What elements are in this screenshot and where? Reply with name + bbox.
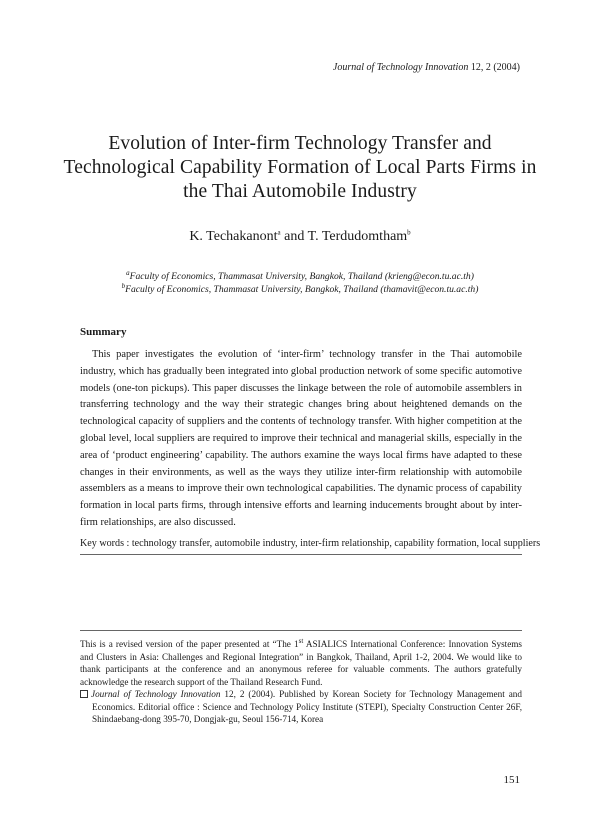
footnote-divider	[80, 630, 522, 631]
keywords	[80, 538, 541, 549]
affiliation-text: Faculty of Economics, Thammasat University, Bangkok, Thailand (thamavit@econ.tu.ac.th)	[125, 283, 479, 295]
keywords-text: technology transfer, automobile industry, inter-firm relationship, capability formation, local suppliers	[131, 538, 541, 549]
author-mark: a	[277, 228, 281, 237]
affiliation-mark: b	[121, 281, 126, 290]
publication-journal: Journal of Technology Innovation	[91, 689, 221, 699]
ordinal-suffix: st	[298, 636, 304, 645]
keywords-label: Key words :	[80, 538, 130, 549]
summary-text: This paper investigates the evolution of ‘inter-firm’ technology transfer in the Thai automobile industry, which has gradually been integrated into global production network of some specific automotive models (one-ton pickups). This paper discusses the linkage between the role of automobile assemblers in transferring technology and the way their strategic changes bring about heightened demands on the technological capacity of suppliers and the contents of technology transfer. With higher competition at the global level, local suppliers are required to improve their technical and managerial skills, especially in the area of ‘product engineering’ capability. The authors examine the ways local firms have adapted to these changes in their environments, as well as the ways they utilize inter-firm relationship with automobile assemblers as a means to improve their own technological capabilities. The dynamic process of capability formation in local parts firms, through intensive efforts and learning inducements brought about by inter-firm relationships, are also discussed.	[80, 349, 522, 528]
revision-footnote	[80, 638, 522, 688]
author-line	[60, 229, 540, 245]
keywords-divider	[80, 554, 522, 555]
running-header-journal: Journal of Technology Innovation	[332, 62, 469, 73]
affiliation-text: Faculty of Economics, Thammasat University, Bangkok, Thailand (krieng@econ.tu.ac.th)	[129, 271, 474, 282]
revision-text-start: This is a revised version of the paper presented at “The 1	[80, 639, 299, 649]
publication-footnote	[80, 688, 522, 726]
revision-text-end: ASIALICS International Conference: Innovation Systems and Clusters in Asia: Challenges and Regional Integration” in Bangkok, Thailand, April 1-2, 2004. We would like to thank participants at the conference and an anonymous referee for valuable comments. The authors gratefully acknowledge the research support of the Thailand Research Fund.	[80, 639, 523, 687]
affiliation	[60, 281, 540, 297]
affiliation	[60, 268, 540, 284]
paper-title: Evolution of Inter-firm Technology Transfer and Technological Capability Formation of Local Parts Firms in the Thai Automobile Industry	[63, 133, 537, 202]
publication-text: 12, 2 (2004). Published by Korean Society for Technology Management and Economics. Editorial office : Science and Technology Policy Institute (STEPI), Specialty Construction Center 26F, Shindaebang-dong 395-70, Dongjak-gu, Seoul 156-714, Korea	[92, 689, 522, 725]
author-name: T. Terdudomtham	[307, 229, 408, 244]
running-header-issue: 12, 2 (2004)	[470, 62, 520, 73]
summary-heading: Summary	[80, 326, 127, 338]
checkbox-icon	[80, 690, 88, 698]
affiliation-mark: a	[126, 268, 130, 277]
page-number: 151	[503, 774, 520, 786]
running-header	[333, 62, 520, 73]
author-name: K. Techakanont	[189, 229, 278, 244]
affiliations	[60, 268, 540, 296]
authors-joiner: and	[284, 229, 305, 244]
author-mark: b	[407, 228, 411, 237]
